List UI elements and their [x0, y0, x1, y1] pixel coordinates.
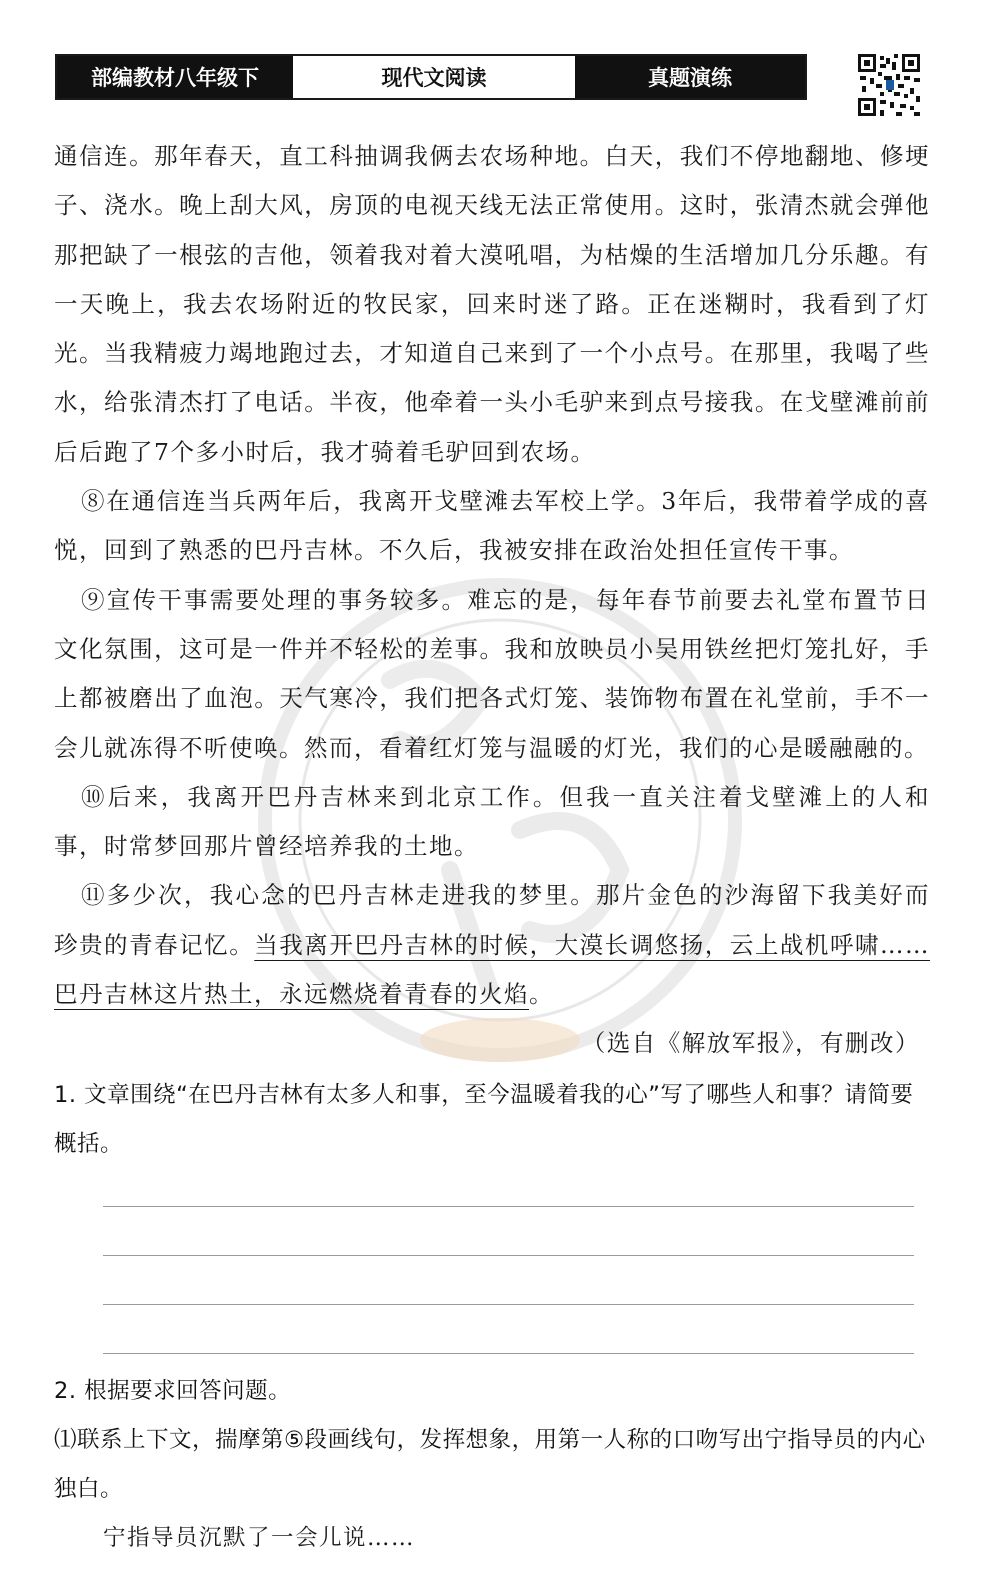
paragraph-10: ⑩后来，我离开巴丹吉林来到北京工作。但我一直关注着戈壁滩上的人和事，时常梦回那片曾经培养我的土地。 [54, 782, 930, 861]
header-textbook: 部编教材八年级下 [57, 56, 293, 98]
paragraph-9: ⑨宣传干事需要处理的事务较多。难忘的是，每年春节前要去礼堂布置节日文化氛围，这可是一件并不轻松的差事。我和放映员小吴用铁丝把灯笼扎好，手上都被磨出了血泡。天气寒冷，我们把各式灯笼、装饰物布置在礼堂前，手不一会儿就冻得不听使唤。然而，看着红灯笼与温暖的灯光，我们的心是暖融融的。 [54, 585, 930, 762]
qr-code-icon [856, 52, 922, 118]
header-practice: 真题演练 [575, 56, 805, 98]
underlined-sentence: 当我离开巴丹吉林的时候，大漠长调悠扬，云上战机呼啸……巴丹吉林这片热土，永远燃烧着青春的火焰 [54, 930, 931, 1009]
question-2-title: 2. 根据要求回答问题。 [54, 1378, 292, 1404]
paragraph-11-end: 。 [529, 980, 554, 1009]
article-body [54, 132, 930, 1069]
header-section: 现代文阅读 [293, 56, 575, 98]
question-2 [54, 1367, 930, 1514]
question-2-sub-1: ⑴联系上下文，揣摩第⑤段画线句，发挥想象，用第一人称的口吻写出宁指导员的内心独白。 [54, 1427, 926, 1502]
page-header [55, 54, 807, 100]
question-1 [54, 1071, 930, 1169]
answer-line[interactable] [103, 1255, 914, 1256]
paragraph-8: ⑧在通信连当兵两年后，我离开戈壁滩去军校上学。3年后，我带着学成的喜悦，回到了熟悉的巴丹吉林。不久后，我被安排在政治处担任宣传干事。 [54, 487, 930, 565]
answer-line[interactable] [103, 1304, 914, 1305]
question-1-text: 1. 文章围绕“在巴丹吉林有太多人和事，至今温暖着我的心”写了哪些人和事？请简要概括。 [54, 1082, 914, 1157]
paragraph-7-continued: 通信连。那年春天，直工科抽调我俩去农场种地。白天，我们不停地翻地、修埂子、浇水。晚上刮大风，房顶的电视天线无法正常使用。这时，张清杰就会弹他那把缺了一根弦的吉他，领着我对着大漠吼唱，为枯燥的生活增加几分乐趣。有一天晚上，我去农场附近的牧民家，回来时迷了路。正在迷糊时，我看到了灯光。当我精疲力竭地跑过去，才知道自己来到了一个小点号。在那里，我喝了些水，给张清杰打了电话。半夜，他牵着一头小毛驴来到点号接我。在戈壁滩前前后后跑了7个多小时后，我才骑着毛驴回到农场。 [54, 142, 930, 466]
answer-prompt: 宁指导员沉默了一会儿说…… [103, 1525, 416, 1551]
answer-line[interactable] [103, 1206, 914, 1207]
paragraph-11 [54, 871, 930, 1019]
answer-line[interactable] [103, 1353, 914, 1354]
paragraph-11-text: ⑪多少次，我心念的巴丹吉林走进我的梦里。那片金色的沙海留下我美好而珍贵的青春记忆。 [54, 881, 930, 959]
article-source: （选自《解放军报》，有删改） [581, 1029, 920, 1058]
